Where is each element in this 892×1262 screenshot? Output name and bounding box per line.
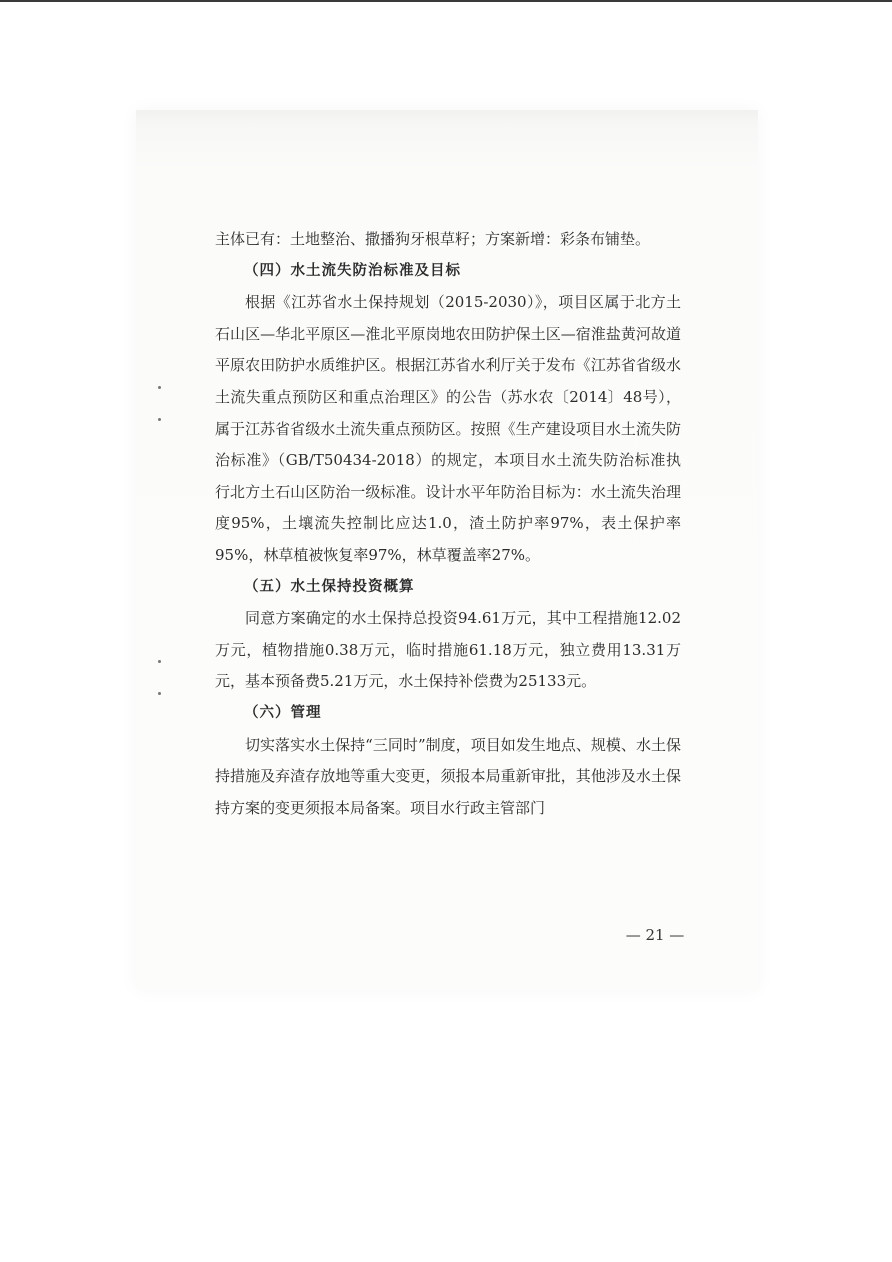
- top-border: [0, 0, 892, 2]
- section-heading-5: （五）水土保持投资概算: [244, 578, 415, 595]
- margin-mark: [158, 692, 161, 695]
- section-heading-4: （四）水土流失防治标准及目标: [244, 262, 461, 279]
- paragraph-continuation: 主体已有：土地整治、撒播狗牙根草籽；方案新增：彩条布铺垫。: [215, 230, 651, 248]
- paragraph-standards: 根据《江苏省水土保持规划（2015-2030）》，项目区属于北方土石山区—华北平原区—淮北平原岗地农田防护保土区—宿淮盐黄河故道平原农田防护水质维护区。根据江苏省水利厅关于发布《江苏省省级水土流失重点预防区和重点治理区》的公告（苏水农〔2014〕48号），属于江苏省省级水土流失重点预防区。按照《生产建设项目水土流失防治标准》（GB/T50434-2018）的规定，本项目水土流失防治标准执行北方土石山区防治一级标准。设计水平年防治目标为：水土流失治理度95%，土壤流失控制比应达1.0，渣土防护率97%，表土保护率95%，林草植被恢复率97%，林草覆盖率27%。: [215, 293, 681, 564]
- paragraph-management: 切实落实水土保持“三同时”制度，项目如发生地点、规模、水土保持措施及弃渣存放地等重大变更，须报本局重新审批，其他涉及水土保持方案的变更须报本局备案。项目水行政主管部门: [215, 735, 681, 817]
- margin-mark: [158, 386, 161, 389]
- page-number: — 21 —: [625, 926, 685, 944]
- margin-mark: [158, 418, 161, 421]
- document-body: [215, 224, 681, 824]
- margin-mark: [158, 660, 161, 663]
- section-heading-6: （六）管理: [244, 704, 322, 721]
- paragraph-investment: 同意方案确定的水土保持总投资94.61万元，其中工程措施12.02万元，植物措施0.38万元，临时措施61.18万元，独立费用13.31万元，基本预备费5.21万元，水土保持补偿费为25133元。: [215, 609, 681, 691]
